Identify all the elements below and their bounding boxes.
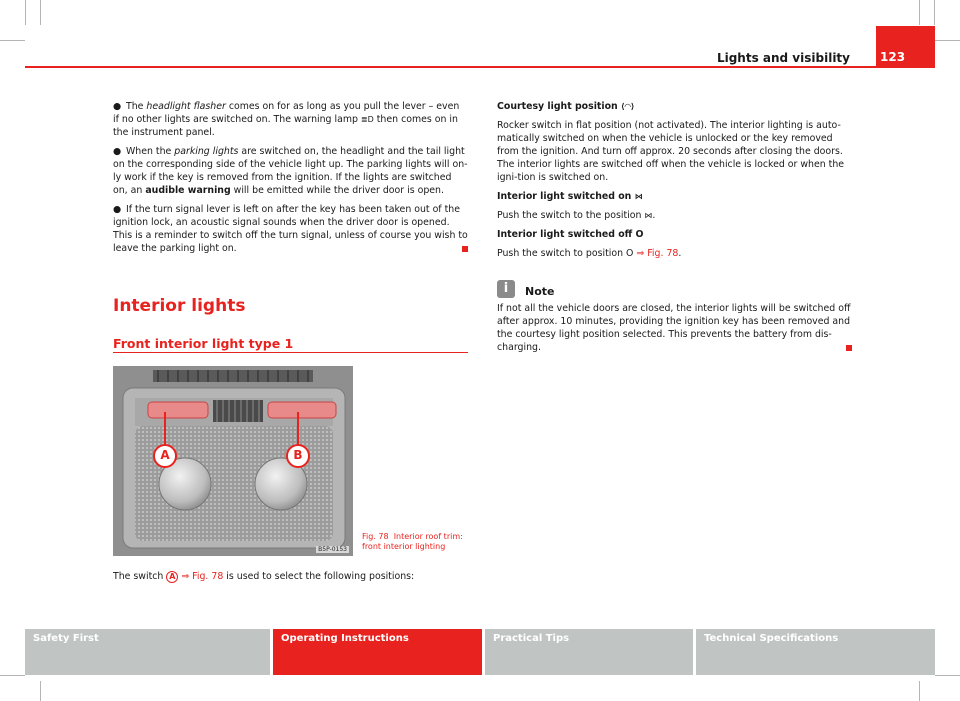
header-rule xyxy=(25,66,935,68)
right-column xyxy=(497,100,852,266)
section-end-marker xyxy=(846,345,852,351)
note-box xyxy=(497,280,852,354)
crop-mark xyxy=(0,40,25,41)
bullet-parking-lights: ● When the parking lights are switched on, the headlight and the tail light on the corresponding side of the vehicle light up. The parking lights will on-ly work if the key is removed from the ignition. If the lights are switched on, an audible warning will be emitted while the driver door is open. xyxy=(113,146,468,196)
footer-tab-practical-tips[interactable]: Practical Tips xyxy=(485,629,693,675)
crop-mark xyxy=(935,40,960,41)
bullet-dot: ● xyxy=(113,146,122,157)
page-number: 123 xyxy=(880,50,906,64)
footer-tab-technical-specifications[interactable]: Technical Specifications xyxy=(696,629,935,675)
courtesy-light-text: Rocker switch in flat position (not activated). The interior lighting is auto-matically switched on when the vehicle is unlocked or the key removed from the ignition. And turn off approx. 20 seconds after closing the doors. The interior lights are switched off when the vehicle is locked or when the igni-tion is switched on. xyxy=(497,120,845,183)
figure-ref-link[interactable]: ⇒ Fig. 78 xyxy=(181,571,224,582)
figure-code: B5P-0153 xyxy=(318,546,347,553)
crop-mark xyxy=(934,0,935,25)
figure-caption-text: Interior roof trim: front interior lighting xyxy=(362,532,463,551)
note-heading: Note xyxy=(525,285,555,298)
light-on-text: Push the switch to the position ⋈. xyxy=(497,210,656,221)
figure-ref-link[interactable]: ⇒ Fig. 78 xyxy=(636,248,679,259)
bullet-dot: ● xyxy=(113,101,122,112)
crop-mark xyxy=(0,675,25,676)
figure-caption-number: Fig. 78 xyxy=(362,532,389,541)
figure-caption xyxy=(362,532,472,552)
footer-tab-operating-instructions[interactable]: Operating Instructions xyxy=(273,629,482,675)
bullet-headlight-flasher: ● The headlight flasher comes on for as long as you pull the lever – even if no other lights are switched on. The warning lamp ≣D then comes on in the instrument panel. xyxy=(113,101,460,138)
interior-light-icon: ⋈ xyxy=(644,211,653,220)
note-text: If not all the vehicle doors are closed, the interior lights will be switched off after approx. 10 minutes, providing the ignition key has been removed and the courtesy light position selected. This prevents the battery from dis-charging. xyxy=(497,303,851,353)
courtesy-light-icon: ⟨◠⟩ xyxy=(621,102,635,111)
section-title: Lights and visibility xyxy=(716,51,850,65)
crop-mark xyxy=(919,681,920,701)
headlight-warning-icon: ≣D xyxy=(360,115,374,124)
bullet-turn-signal: ● If the turn signal lever is left on after the key has been taken out of the ignition lock, an acoustic signal sounds when the driver door is opened. This is a reminder to switch off the turn signal, unless of course you wish to leave the parking light on. xyxy=(113,204,468,254)
figure-78 xyxy=(113,366,353,556)
light-on-heading: Interior light switched on ⋈ xyxy=(497,191,643,202)
courtesy-light-heading: Courtesy light position ⟨◠⟩ xyxy=(497,101,635,112)
left-column xyxy=(113,100,468,261)
crop-mark xyxy=(25,0,26,25)
switch-positions-intro: The switch A ⇒ Fig. 78 is used to select the following positions: xyxy=(113,571,415,582)
crop-mark xyxy=(40,0,41,25)
info-icon: i xyxy=(497,280,515,298)
crop-mark xyxy=(40,681,41,701)
interior-light-icon: ⋈ xyxy=(634,192,643,201)
figure-label-b: B xyxy=(293,448,303,462)
heading-rule xyxy=(113,352,468,353)
figure-label-a: A xyxy=(160,448,170,462)
term-audible-warning: audible warning xyxy=(145,185,231,196)
heading-front-interior-light: Front interior light type 1 xyxy=(113,336,294,351)
crop-mark xyxy=(919,0,920,25)
bullet-dot: ● xyxy=(113,204,122,215)
section-end-marker xyxy=(462,246,468,252)
term-parking-lights: parking lights xyxy=(174,146,239,157)
light-off-heading: Interior light switched off O xyxy=(497,229,644,240)
crop-mark xyxy=(935,675,960,676)
heading-interior-lights: Interior lights xyxy=(113,296,246,316)
switch-a-marker: A xyxy=(166,571,178,583)
footer-tab-safety-first[interactable]: Safety First xyxy=(25,629,270,675)
interior-light-illustration xyxy=(113,366,353,556)
light-off-text: Push the switch to position O ⇒ Fig. 78. xyxy=(497,248,682,259)
term-headlight-flasher: headlight flasher xyxy=(146,101,226,112)
